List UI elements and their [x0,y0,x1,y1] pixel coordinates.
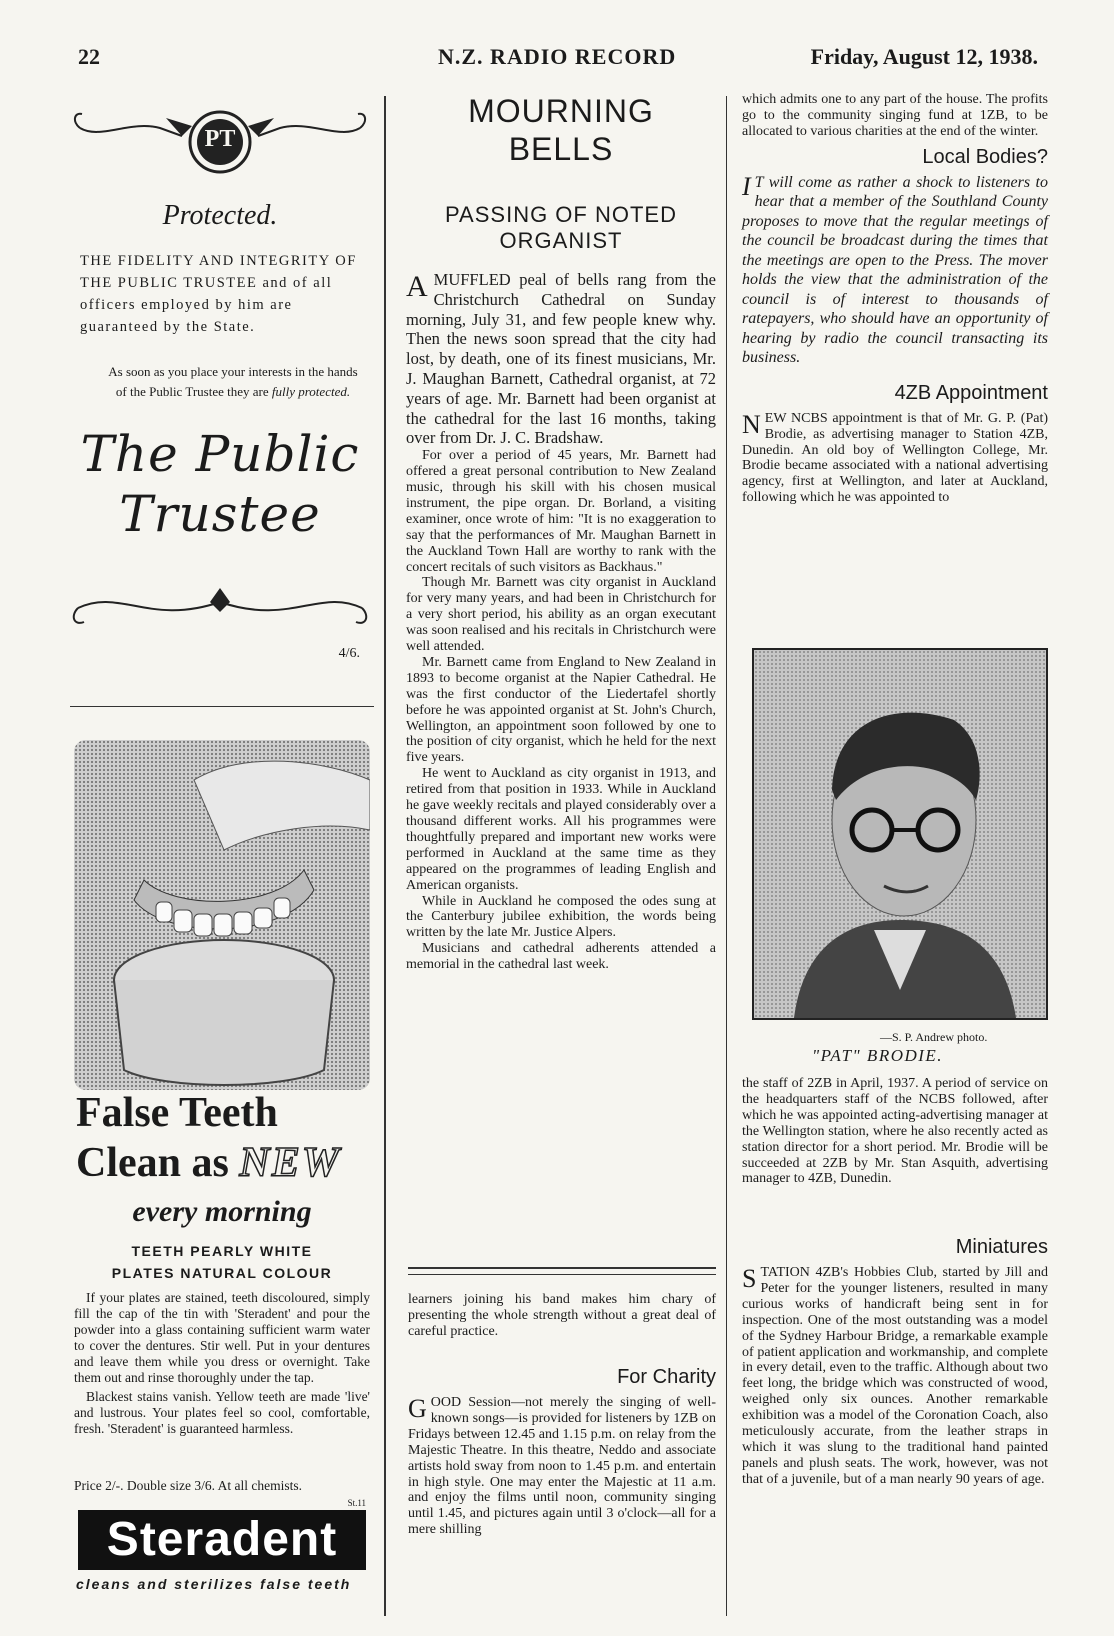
right-column [742,92,1048,506]
ad-subhead-1: TEETH PEARLY WHITE [131,1243,313,1259]
column-rule-left [384,96,386,1616]
steradent-logo: Steradent [78,1510,366,1570]
photo-caption: "PAT" BRODIE. [812,1046,944,1065]
article-column [406,92,716,973]
miniatures-section [742,1236,1048,1488]
dentures-photo [74,740,370,1090]
ad-subhead-2: PLATES NATURAL COLOUR [111,1265,333,1281]
masthead: N.Z. RADIO RECORD [438,44,677,69]
ad-copy-secondary: As soon as you place your interests in the hands of the Public Trustee they are fully protected. [108,364,358,399]
article-lead: AMUFFLED peal of bells rang from the Christchurch Cathedral on Sunday morning, July 31, and few people knew why. Then the news soon spread that the city had lost, by death, one of its finest musicians, Mr. J. Maughan Barnett, Cathedral organist, at 72 years of age. Mr. Barnett had been organist at the cathedral for the last 16 months, taking over from Dr. J. C. Bradshaw. [406,270,716,448]
public-trustee-ad [70,98,370,698]
continued-text: learners joining his band makes him chary of presenting the whole strength without a great deal of careful practice. [408,1292,716,1339]
photo-credit: —S. P. Andrew photo. [880,1030,988,1044]
article-deck: PASSING OF NOTED ORGANIST [445,202,677,253]
public-trustee-wordmark: The Public Trustee [80,425,360,543]
ad-price: Price 2/-. Double size 3/6. At all chemists. [74,1478,302,1493]
ad-headline-3: every morning [132,1195,312,1228]
article-headline: MOURNING BELLS [468,93,654,167]
page-header [78,44,1038,80]
ad-code: St.11 [347,1498,366,1508]
column-rule-right [726,96,727,1616]
charity-section [408,1366,716,1538]
ad-code: 4/6. [338,646,360,661]
ad-body: If your plates are stained, teeth discoloured, simply fill the cap of the tin with 'Steradent' and pour the powder into a glass containing sufficient warm water to cover the dentures. Stir well. Put in your dentures and leave them while you dress or overnight. Take them out and rinse thoroughly under the tap. Blackest stains vanish. Yellow teeth are made 'live' and lustrous. Your plates feel so cool, comfortable, fresh. 'Steradent' is guaranteed harmless. [74,1290,370,1436]
issue-date: Friday, August 12, 1938. [810,44,1038,69]
section-title: Miniatures [955,1236,1048,1258]
steradent-ad [72,740,372,1620]
local-bodies-body: I T will come as rather a shock to listeners to hear that a member of the Southland County proposes to move that the regular meetings of the council be broadcast during the times that the meetings are open to the Press. The mover holds the view that the administration of the council is of interest to thousands of ratepayers, who should have an opportunity of hearing by radio the council transacting its business. [742,171,1048,367]
ad-title: Protected. [162,200,278,231]
ad-copy: THE FIDELITY AND INTEGRITY OF THE PUBLIC TRUSTEE and of all officers employed by him are guaranteed by the State. [80,253,357,335]
section-title: For Charity [617,1366,716,1388]
ad-divider [70,706,374,707]
ornament-bottom-icon [70,578,370,638]
ad-headline: False Teeth [76,1090,278,1136]
article-body: For over a period of 45 years, Mr. Barnett had offered a great personal contribution to New Zealand music, through his skill with his chosen musical instrument, the pipe organ. Dr. Borland, a visiting examiner, once wrote of him: "It is no exaggeration to say that the performances of Mr. Maughan Barnett in the Auckland Town Hall are worthy to rank with the concert recitals of such visitors as Backhaus." Though Mr. Barnett was city organist in Auckland for very many years, and had been in Christchurch for a very short period, his ability as an organ executant was soon realised and his recitals in Christchurch were well attended. Mr. Barnett came from England to New Zealand in 1893 to become organist at the Napier Cathedral. He was the first conductor of the Liedertafel shortly before he was appointed organist at St. John's Church, Wellington, an appointment soon followed by one to the position of city organist, which he held for the next five years. He went to Auckland as city organist in 1913, and retired from that position in 1933. While in Auckland he gave weekly recitals and played considerably over a thousand different works. All his programmes were thoughtfully prepared and important new works were performed in Auckland at the same time as they appeared on the programmes of leading English and American organists. While in Auckland he composed the odes sung at the Canterbury jubilee exhibition, the words being written by the late Mr. Justice Alpers. Musicians and cathedral adherents attended a memorial in the cathedral last week. [406,448,716,973]
appointment-continued: the staff of 2ZB in April, 1937. A period of service on the headquarters staff of the NCBS followed, after which he was appointed acting-advertising manager at the Wellington station, where he also recently acted as station director for a short period. Mr. Brodie will be succeeded at 2ZB by Mr. Stan Asquith, advertising manager to 4ZB, Dunedin. [742,1076,1048,1187]
ad-tagline: cleans and sterilizes false teeth [76,1576,352,1592]
section-body: STATION 4ZB's Hobbies Club, started by Jill and Peter for the younger listeners, resulted in many curious works of handicraft being sent in for inspection. One of the most outstanding was a model of the Sydney Harbour Bridge, a remarkable example of patient application and workmanship, and complete in every detail, even to the traffic. Although about two feet long, the bridge which was constructed of wood, weighed only six ounces. Another remarkable exhibition was a model of the Coronation Coach, also meticulously accurate, from the leather straps in which it was slung to the traditional hand painted panels and plush seats. The work, however, was not that of a juvenile, but of a man nearly 90 years of age. [742,1264,1048,1487]
section-title: 4ZB Appointment [894,381,1048,404]
trustee-monogram: PT [204,126,236,152]
charity-continued: which admits one to any part of the house. The profits go to the community singing fund at 1ZB, to be allocated to various charities at the end of the winter. [742,92,1048,139]
page-number: 22 [78,44,100,69]
ad-headline-2: Clean as NEW [76,1140,342,1186]
section-divider [408,1267,716,1275]
section-title: Local Bodies? [922,145,1048,168]
section-body: GOOD Session—not merely the singing of well-known songs—is provided for listeners by 1ZB on Fridays between 12.45 and 1.15 p.m. on relay from the Majestic Theatre. In this theatre, Neddo and associate artists hold sway from noon to 1.45 p.m. and entertain in high style. One may enter the Majestic at 11 a.m. and enjoy the films until noon, community singing until 1.45, and pictures again until 3 o'clock—all for a mere shilling [408,1394,716,1538]
appointment-body: NEW NCBS appointment is that of Mr. G. P. (Pat) Brodie, as advertising manager to Station 4ZB, Dunedin. An old boy of Wellington College, Mr. Brodie became associated with a national advertising agency, first at Wellington, and later at Auckland, following which he was appointed to [742,409,1048,506]
brodie-portrait [752,648,1048,1020]
